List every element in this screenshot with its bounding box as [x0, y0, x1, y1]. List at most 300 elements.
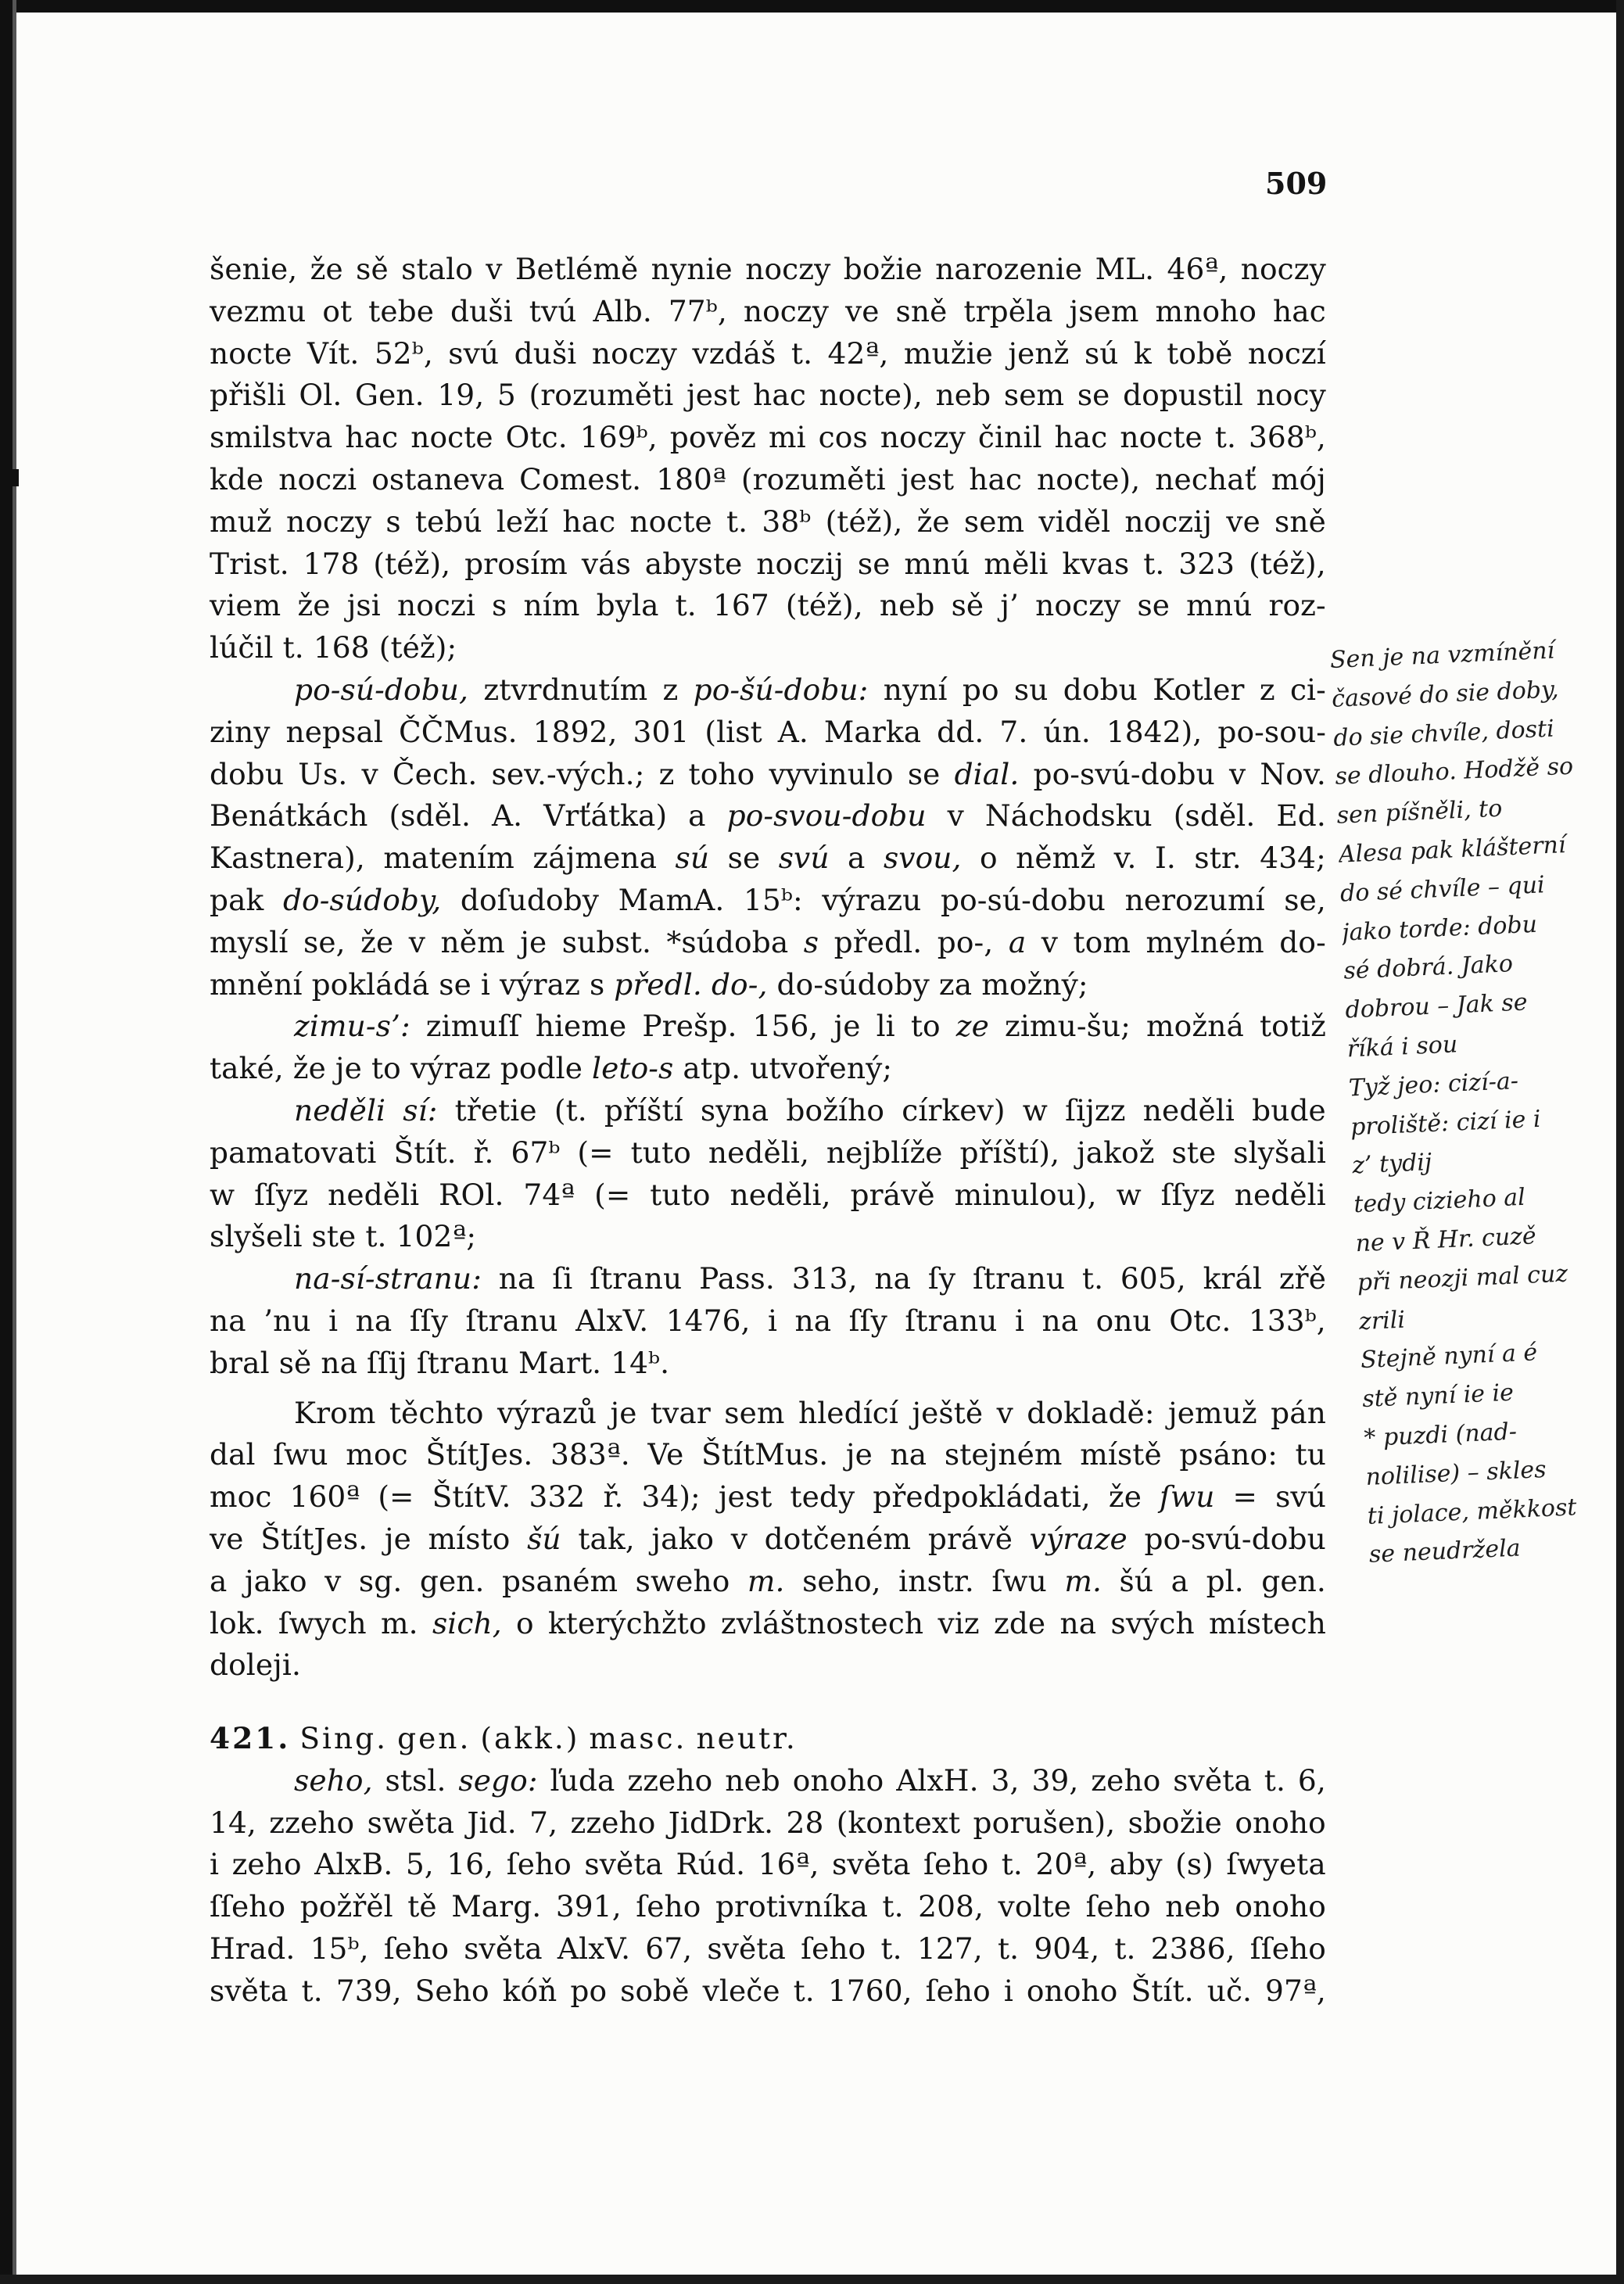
word: jsem	[1069, 293, 1139, 328]
word: sego:	[458, 1762, 538, 1798]
word: mnění	[210, 966, 303, 1002]
word: 169ᵇ,	[579, 420, 658, 455]
body-text	[210, 249, 1326, 2013]
margin-note-line: jako torde: dobu	[1341, 910, 1538, 947]
word: se	[1077, 378, 1110, 413]
word: 180ª	[656, 461, 726, 497]
word: zimu-šu;	[1004, 1009, 1131, 1044]
word: swěta	[367, 1805, 455, 1840]
word: onoho	[792, 1762, 884, 1798]
word: AlxB.	[314, 1847, 393, 1882]
word: noczí	[1247, 335, 1326, 371]
word: třetie	[454, 1092, 537, 1128]
word: t.	[282, 630, 304, 665]
word: 1892,	[532, 714, 618, 749]
word: totiž	[1259, 1009, 1326, 1044]
word: o	[980, 841, 998, 876]
word: muž	[210, 504, 272, 539]
word: po-šú-dobu:	[693, 672, 869, 707]
word: jest	[686, 378, 740, 413]
word: (též);	[378, 630, 457, 665]
word: jakož	[1077, 1135, 1155, 1170]
word: ſſeho	[1249, 1931, 1326, 1967]
word: abyste	[644, 546, 743, 581]
word: sich,	[432, 1605, 502, 1640]
word: sě	[951, 588, 984, 623]
handwritten-margin-notes	[1329, 629, 1624, 1575]
word: 20ª,	[1035, 1847, 1097, 1882]
word: (též),	[785, 588, 863, 623]
word: v	[947, 798, 964, 834]
word: 39,	[1031, 1762, 1079, 1798]
word: světa	[832, 1847, 911, 1882]
word: Jid.	[467, 1805, 517, 1840]
word: byla	[596, 588, 659, 623]
word: sem	[724, 1395, 785, 1430]
scan-border-left-inner	[13, 0, 16, 2284]
word: možný;	[981, 966, 1088, 1002]
word: lúčil	[210, 630, 274, 665]
word: noczij	[1124, 504, 1213, 539]
word: po-svú-dobu	[1033, 756, 1215, 791]
word: neb	[879, 588, 935, 623]
word: mnú	[904, 546, 970, 581]
word: dotčeném	[764, 1521, 912, 1556]
word: nocte	[1120, 420, 1203, 455]
word: w	[1116, 1177, 1142, 1212]
margin-note-line: dobrou – Jak se	[1344, 988, 1529, 1024]
word: trpěla	[963, 293, 1053, 328]
word: myslí	[210, 924, 289, 959]
word: ř.	[473, 1135, 494, 1170]
word: neděli	[294, 1092, 386, 1128]
word: tak,	[578, 1521, 635, 1556]
word: i	[767, 1303, 778, 1338]
word: (sděl.	[1173, 798, 1256, 834]
word: božie	[843, 252, 923, 286]
word: na	[1041, 1303, 1079, 1338]
word: ŠtítV.	[432, 1479, 511, 1515]
word: nepsal	[285, 714, 384, 749]
word: leží	[496, 504, 549, 539]
word: světa	[464, 1931, 543, 1967]
word: (rozuměti	[529, 378, 674, 413]
margin-note-line: ti jolace, měkkost	[1367, 1493, 1578, 1530]
word: t.	[1264, 1762, 1285, 1798]
word: hac	[969, 461, 1023, 497]
word: lok.	[210, 1605, 264, 1640]
text-line	[210, 1518, 1326, 1561]
word: to	[910, 1009, 941, 1044]
word: (=	[577, 1135, 614, 1170]
word: a	[1170, 1563, 1189, 1598]
word: v	[730, 1521, 748, 1556]
word: Rúd.	[676, 1847, 746, 1882]
word: jenž	[1008, 335, 1070, 371]
word: noczy	[1035, 588, 1121, 623]
margin-note-line: při neozji mal cuz	[1357, 1260, 1568, 1296]
word: hledící	[798, 1395, 898, 1430]
word: neb	[725, 1762, 780, 1798]
word: neb	[1165, 1889, 1221, 1924]
word: po-sú-dobu,	[294, 672, 469, 707]
word: ſwu	[273, 1437, 328, 1472]
word: narozenie	[935, 252, 1083, 286]
text-line	[210, 1174, 1326, 1217]
word: neděli,	[730, 1177, 831, 1212]
word: zvláštnostech	[720, 1605, 924, 1640]
text-line	[210, 1216, 1326, 1258]
word: syna	[700, 1092, 769, 1128]
word: ostaneva	[371, 461, 505, 497]
word: i	[480, 966, 491, 1002]
word: 332	[529, 1479, 586, 1515]
word: prosím	[464, 546, 568, 581]
word: Otc.	[1169, 1303, 1231, 1338]
text-line	[210, 1844, 1326, 1886]
word: smilstva	[210, 420, 333, 455]
word: ſſy	[848, 1303, 887, 1338]
scan-border-left	[0, 0, 13, 2284]
text-line	[210, 501, 1326, 543]
word: je	[845, 1437, 873, 1472]
word: 67ᵇ	[511, 1135, 561, 1170]
word: právě	[927, 1521, 1013, 1556]
word: stalo	[401, 252, 473, 286]
word: 127,	[916, 1931, 983, 1967]
word: a	[848, 841, 866, 876]
margin-note-line: z’ tydij	[1351, 1149, 1432, 1180]
word: šenie,	[210, 252, 298, 286]
word: t.	[1214, 420, 1236, 455]
word: je	[384, 1521, 411, 1556]
word: na-sí-stranu:	[294, 1261, 482, 1296]
word: a	[210, 1563, 228, 1598]
word: instr.	[898, 1563, 974, 1598]
word: sú	[1084, 335, 1119, 371]
word: gen.	[1261, 1563, 1326, 1598]
word: 52ᵇ,	[374, 335, 433, 371]
word: nejblíže	[826, 1135, 943, 1170]
word: němž	[1016, 841, 1096, 876]
word: 421.	[210, 1721, 291, 1756]
word: tedy	[790, 1479, 855, 1515]
word: se	[727, 841, 761, 876]
margin-note-line: nolilise) – skles	[1364, 1455, 1547, 1491]
text-line	[210, 754, 1326, 796]
word: že	[292, 1051, 326, 1086]
word: 7.	[999, 714, 1028, 749]
word: mnú	[1186, 588, 1253, 623]
word: ŠtítMus.	[701, 1437, 829, 1472]
text-line	[210, 1393, 1326, 1435]
word: ziny	[210, 714, 271, 749]
word: jemuž	[1167, 1395, 1257, 1430]
word: v	[324, 1563, 342, 1598]
word: JidDrk.	[668, 1805, 774, 1840]
word: Marka	[823, 714, 922, 749]
text-line	[210, 459, 1326, 501]
word: stsl.	[385, 1762, 446, 1798]
word: protivníka	[715, 1889, 868, 1924]
word: 1760,	[827, 1973, 912, 2008]
word: ste	[311, 1219, 357, 1254]
word: i	[328, 1303, 339, 1338]
word: ste	[1171, 1135, 1217, 1170]
word: ŠtítJes.	[260, 1521, 368, 1556]
word: w	[210, 1177, 235, 1212]
word: po	[570, 1973, 608, 2008]
word: ním	[523, 588, 580, 623]
word: tvar	[650, 1395, 711, 1430]
word: zde	[993, 1605, 1046, 1640]
word: bral	[210, 1345, 270, 1380]
word: ſijzz	[1065, 1092, 1126, 1128]
word: na	[890, 1437, 927, 1472]
word: z	[1259, 672, 1275, 707]
word: nyní	[883, 672, 948, 707]
word: šú	[527, 1521, 561, 1556]
word: aby	[1109, 1847, 1163, 1882]
word: 5,	[405, 1847, 434, 1882]
word: ſtranu	[465, 1303, 558, 1338]
word: sweho	[635, 1563, 730, 1598]
text-line	[210, 375, 1326, 417]
text-line	[210, 1802, 1326, 1845]
word: Otc.	[505, 420, 568, 455]
word: pokládá	[311, 966, 430, 1002]
word: sbožie	[1127, 1805, 1222, 1840]
word: AlxV.	[575, 1303, 649, 1338]
word: nerozumí	[1124, 882, 1265, 917]
word: neděli	[1142, 1092, 1235, 1128]
word: hac	[562, 504, 616, 539]
word: měli	[984, 546, 1049, 581]
word: ze	[955, 1009, 989, 1044]
word: sev.-vých.;	[491, 756, 645, 791]
word: Trist.	[210, 546, 289, 581]
word: roz-	[1268, 588, 1326, 623]
word: AlxV.	[557, 1931, 631, 1967]
word: 434;	[1260, 841, 1326, 876]
word: viděl	[1038, 504, 1111, 539]
word: se	[439, 966, 471, 1002]
word: uč.	[1206, 1973, 1253, 2008]
word: 14,	[210, 1805, 256, 1840]
word: a	[688, 798, 706, 834]
word: neutr.	[696, 1721, 798, 1756]
word: sem	[963, 504, 1025, 539]
word: v	[1041, 924, 1059, 959]
word: do-,	[711, 966, 768, 1002]
word: světa	[210, 1973, 289, 2008]
text-line	[210, 837, 1326, 880]
word: Pass.	[699, 1261, 775, 1296]
word: 7,	[529, 1805, 558, 1840]
word: 16ª,	[758, 1847, 819, 1882]
word: porušen),	[973, 1805, 1116, 1840]
word: v	[408, 924, 426, 959]
word: t.	[301, 1973, 323, 2008]
word: hac	[1054, 420, 1108, 455]
word: su	[1013, 672, 1049, 707]
word: ci-	[1289, 672, 1326, 707]
word: nocy	[1256, 378, 1326, 413]
word: onoho	[1235, 1889, 1326, 1924]
word: m.	[1064, 1563, 1102, 1598]
word: Vrťátka)	[543, 798, 668, 834]
word: (též),	[825, 504, 903, 539]
word: 323	[1178, 546, 1235, 581]
word: že	[1108, 1479, 1142, 1515]
word: svú	[1275, 1479, 1326, 1515]
word: moc	[210, 1479, 272, 1515]
margin-note-line: do sie chvíle, dosti	[1332, 715, 1555, 752]
word: svou,	[883, 841, 962, 876]
word: mylném	[1145, 924, 1264, 959]
word: těchto	[389, 1395, 484, 1430]
word: tom	[1073, 924, 1131, 959]
word: t.	[726, 504, 748, 539]
text-line	[210, 880, 1326, 922]
word: 301	[633, 714, 690, 749]
text-line	[210, 585, 1326, 627]
scan-border-top	[0, 0, 1624, 13]
word: Seho	[414, 1973, 489, 2008]
word: zeho	[231, 1847, 302, 1882]
word: předl.	[614, 966, 702, 1002]
word: ſeho	[923, 1847, 989, 1882]
word: (list	[704, 714, 762, 749]
word: na	[498, 1261, 536, 1296]
word: Hrad.	[210, 1931, 296, 1967]
word: 208,	[918, 1889, 984, 1924]
word: psáno:	[1179, 1437, 1278, 1472]
word: že	[297, 588, 331, 623]
text-line	[210, 1300, 1326, 1343]
word: příští),	[959, 1135, 1060, 1170]
word: nocte),	[1037, 461, 1141, 497]
word: MamA.	[618, 882, 725, 917]
text-line	[210, 1561, 1326, 1603]
word: Alb.	[593, 293, 652, 328]
word: t.	[675, 588, 697, 623]
text-line	[210, 417, 1326, 459]
word: 34);	[641, 1479, 701, 1515]
word: hac	[753, 378, 806, 413]
word: ztvrdnutím	[483, 672, 648, 707]
word: ROl.	[439, 1177, 504, 1212]
text-line	[210, 712, 1326, 754]
word: požřěl	[299, 1889, 393, 1924]
word: vleče	[702, 1973, 780, 2008]
word: t.	[1081, 1261, 1104, 1296]
text-line	[210, 1603, 1326, 1645]
word: sně	[895, 293, 948, 328]
word: s	[492, 588, 507, 623]
word: zzeho	[269, 1805, 355, 1840]
word: zeho	[1091, 1762, 1161, 1798]
word: t.	[882, 1889, 904, 1924]
word: hac	[345, 420, 399, 455]
word: 368ᵇ,	[1248, 420, 1326, 455]
word: po	[962, 672, 999, 707]
text-line	[210, 1090, 1326, 1132]
word: mužie	[903, 335, 993, 371]
word: sem	[1003, 378, 1065, 413]
word: s	[803, 924, 819, 959]
word: jest	[900, 461, 955, 497]
word: 605,	[1120, 1261, 1186, 1296]
word: ſſyz	[254, 1177, 309, 1212]
word: Comest.	[519, 461, 642, 497]
margin-note-line: zrili	[1358, 1306, 1406, 1336]
word: sě	[356, 252, 389, 286]
word: že	[916, 504, 950, 539]
word: k	[1133, 335, 1152, 371]
margin-note-line: Stejně nyní a é	[1360, 1339, 1538, 1375]
word: ſſy	[409, 1303, 449, 1338]
word: doſudoby	[460, 882, 600, 917]
word: Kotler	[1153, 672, 1245, 707]
word: přišli	[210, 378, 286, 413]
word: ſtranu	[590, 1261, 683, 1296]
word: leto-s	[592, 1051, 674, 1086]
word: 15ᵇ:	[743, 882, 803, 917]
word: ſwu	[991, 1563, 1047, 1598]
margin-note-line: stě nyní ie ie	[1361, 1379, 1515, 1414]
margin-note-line: do sé chvíle – qui	[1339, 871, 1546, 908]
margin-note-line: časové do sie doby,	[1331, 676, 1560, 713]
word: 14ᵇ.	[611, 1345, 670, 1380]
word: subst.	[561, 924, 651, 959]
word: sú	[675, 841, 710, 876]
word: na	[321, 1345, 358, 1380]
word: šú	[1119, 1563, 1154, 1598]
word: vezmu	[210, 293, 307, 328]
word: 313,	[791, 1261, 858, 1296]
word: ſeho	[506, 1847, 572, 1882]
word: pl.	[1206, 1563, 1244, 1598]
word: v.	[1113, 841, 1137, 876]
word: doleji.	[210, 1648, 302, 1683]
word: cos	[818, 420, 868, 455]
word: místě	[1080, 1437, 1162, 1472]
word: sobě	[620, 1973, 690, 2008]
word: i	[210, 1847, 220, 1882]
word: Kastnera),	[210, 841, 365, 876]
word: s	[385, 504, 401, 539]
word: w	[1022, 1092, 1048, 1128]
word: 178	[303, 546, 360, 581]
word: to	[371, 1051, 401, 1086]
word: 6,	[1297, 1762, 1326, 1798]
word: Krom	[294, 1395, 376, 1430]
word: ve	[210, 1521, 244, 1556]
word: ve	[845, 293, 880, 328]
word: ſſeho	[210, 1889, 286, 1924]
word: Betlémě	[514, 252, 639, 286]
word: Sing.	[299, 1721, 389, 1756]
word: t.	[1001, 1847, 1023, 1882]
word: příští	[604, 1092, 683, 1128]
word: 28	[786, 1805, 824, 1840]
text-line	[210, 1760, 1326, 1802]
text-line	[210, 1644, 1326, 1687]
word: duši	[514, 335, 577, 371]
word: (rozuměti	[740, 461, 886, 497]
text-line	[210, 333, 1326, 375]
